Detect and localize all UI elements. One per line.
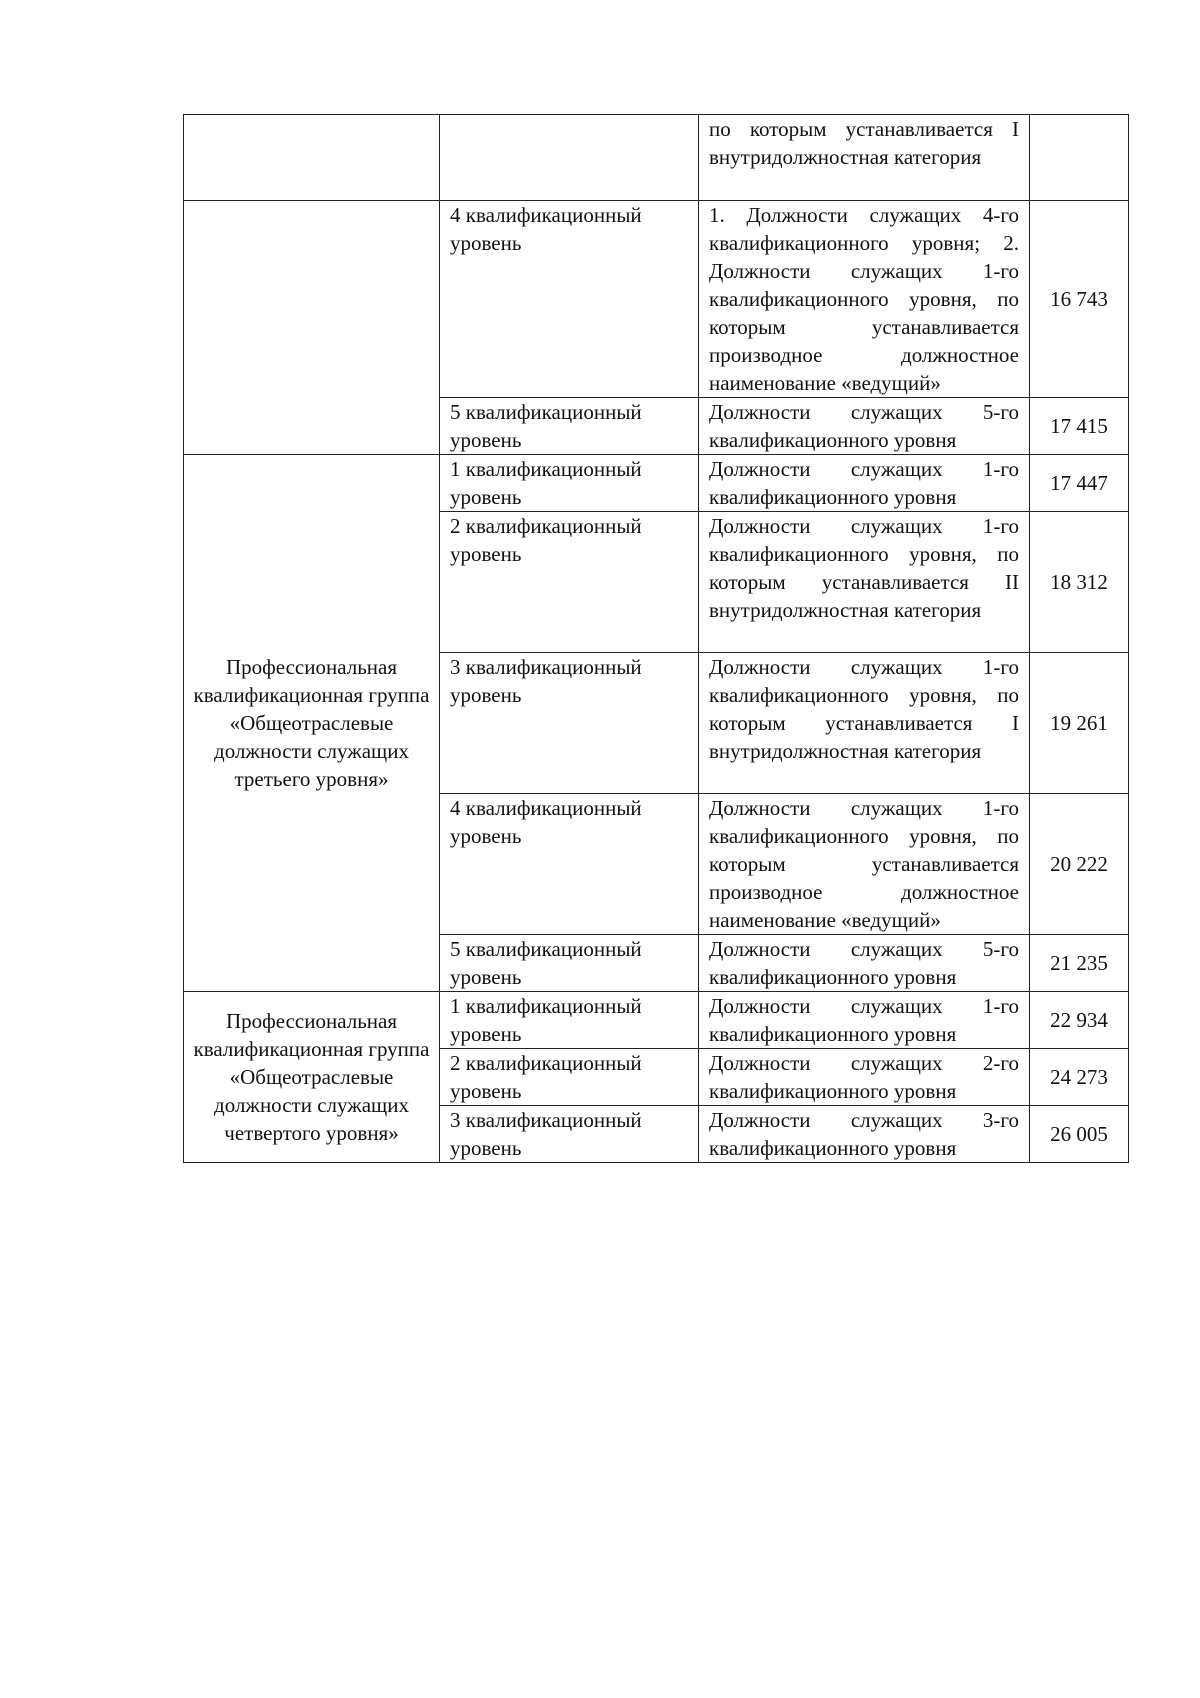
amount-cell-empty <box>1030 115 1129 201</box>
description-text: Должности служащих 1-го квалификационного уровня, по которым устанавливается I внутридолжностная категория <box>709 655 1019 763</box>
level-text: 1 квалификационный уровень <box>450 994 642 1046</box>
amount-value: 18 312 <box>1050 570 1108 594</box>
description-text: Должности служащих 1-го квалификационного уровня, по которым устанавливается производное должностное наименование «ведущий» <box>709 796 1019 932</box>
description-cell <box>699 115 1030 201</box>
amount-cell <box>1030 512 1129 653</box>
description-cell <box>699 512 1030 653</box>
amount-cell <box>1030 201 1129 398</box>
level-cell <box>440 455 699 512</box>
amount-value: 22 934 <box>1050 1008 1108 1032</box>
level-text: 1 квалификационный уровень <box>450 457 642 509</box>
description-cell <box>699 992 1030 1049</box>
level-text: 3 квалификационный уровень <box>450 1108 642 1160</box>
description-text: 1. Должности служащих 4-го квалификационного уровня; 2. Должности служащих 1-го квалификационного уровня, по которым устанавливается производное должностное наименование «ведущий» <box>709 203 1019 395</box>
level-cell <box>440 653 699 794</box>
level-cell <box>440 512 699 653</box>
level-text: 5 квалификационный уровень <box>450 400 642 452</box>
level-cell <box>440 992 699 1049</box>
amount-value: 19 261 <box>1050 711 1108 735</box>
group-name-cell <box>184 201 440 455</box>
level-cell <box>440 398 699 455</box>
amount-value: 20 222 <box>1050 852 1108 876</box>
description-cell <box>699 455 1030 512</box>
level-text: 4 квалификационный уровень <box>450 203 642 255</box>
amount-value: 24 273 <box>1050 1065 1108 1089</box>
level-cell <box>440 201 699 398</box>
description-text: Должности служащих 1-го квалификационного уровня <box>709 457 1019 509</box>
level-cell-empty <box>440 115 699 201</box>
amount-value: 17 415 <box>1050 414 1108 438</box>
level-cell <box>440 1106 699 1163</box>
description-cell <box>699 794 1030 935</box>
description-text: по которым устанавливается I внутридолжностная категория <box>709 117 1019 169</box>
amount-cell <box>1030 1049 1129 1106</box>
amount-value: 26 005 <box>1050 1122 1108 1146</box>
description-text: Должности служащих 5-го квалификационного уровня <box>709 400 1019 452</box>
level-text: 2 квалификационный уровень <box>450 1051 642 1103</box>
description-cell <box>699 201 1030 398</box>
description-cell <box>699 1049 1030 1106</box>
group-name-cell <box>184 455 440 992</box>
level-cell <box>440 1049 699 1106</box>
table-row <box>184 201 1129 398</box>
description-text: Должности служащих 3-го квалификационного уровня <box>709 1108 1019 1160</box>
description-text: Должности служащих 1-го квалификационного уровня, по которым устанавливается II внутридолжностная категория <box>709 514 1019 622</box>
table-row <box>184 115 1129 201</box>
description-text: Должности служащих 2-го квалификационного уровня <box>709 1051 1019 1103</box>
group-name: Профессиональная квалификационная группа «Общеотраслевые должности служащих четвертого уровня» <box>193 1009 430 1145</box>
description-cell <box>699 935 1030 992</box>
group-cell-empty <box>184 115 440 201</box>
description-text: Должности служащих 1-го квалификационного уровня <box>709 994 1019 1046</box>
amount-cell <box>1030 935 1129 992</box>
amount-cell <box>1030 992 1129 1049</box>
amount-value: 21 235 <box>1050 951 1108 975</box>
amount-value: 16 743 <box>1050 287 1108 311</box>
description-cell <box>699 1106 1030 1163</box>
group-name: Профессиональная квалификационная группа «Общеотраслевые должности служащих третьего уровня» <box>193 655 430 791</box>
amount-cell <box>1030 1106 1129 1163</box>
level-text: 3 квалификационный уровень <box>450 655 642 707</box>
level-text: 4 квалификационный уровень <box>450 796 642 848</box>
level-cell <box>440 794 699 935</box>
description-cell <box>699 398 1030 455</box>
table-row <box>184 992 1129 1049</box>
amount-cell <box>1030 794 1129 935</box>
amount-cell <box>1030 455 1129 512</box>
amount-cell <box>1030 398 1129 455</box>
level-text: 2 квалификационный уровень <box>450 514 642 566</box>
group-name-cell <box>184 992 440 1163</box>
amount-cell <box>1030 653 1129 794</box>
level-cell <box>440 935 699 992</box>
amount-value: 17 447 <box>1050 471 1108 495</box>
table-row <box>184 455 1129 512</box>
description-text: Должности служащих 5-го квалификационного уровня <box>709 937 1019 989</box>
level-text: 5 квалификационный уровень <box>450 937 642 989</box>
description-cell <box>699 653 1030 794</box>
salary-table <box>183 114 1129 1163</box>
